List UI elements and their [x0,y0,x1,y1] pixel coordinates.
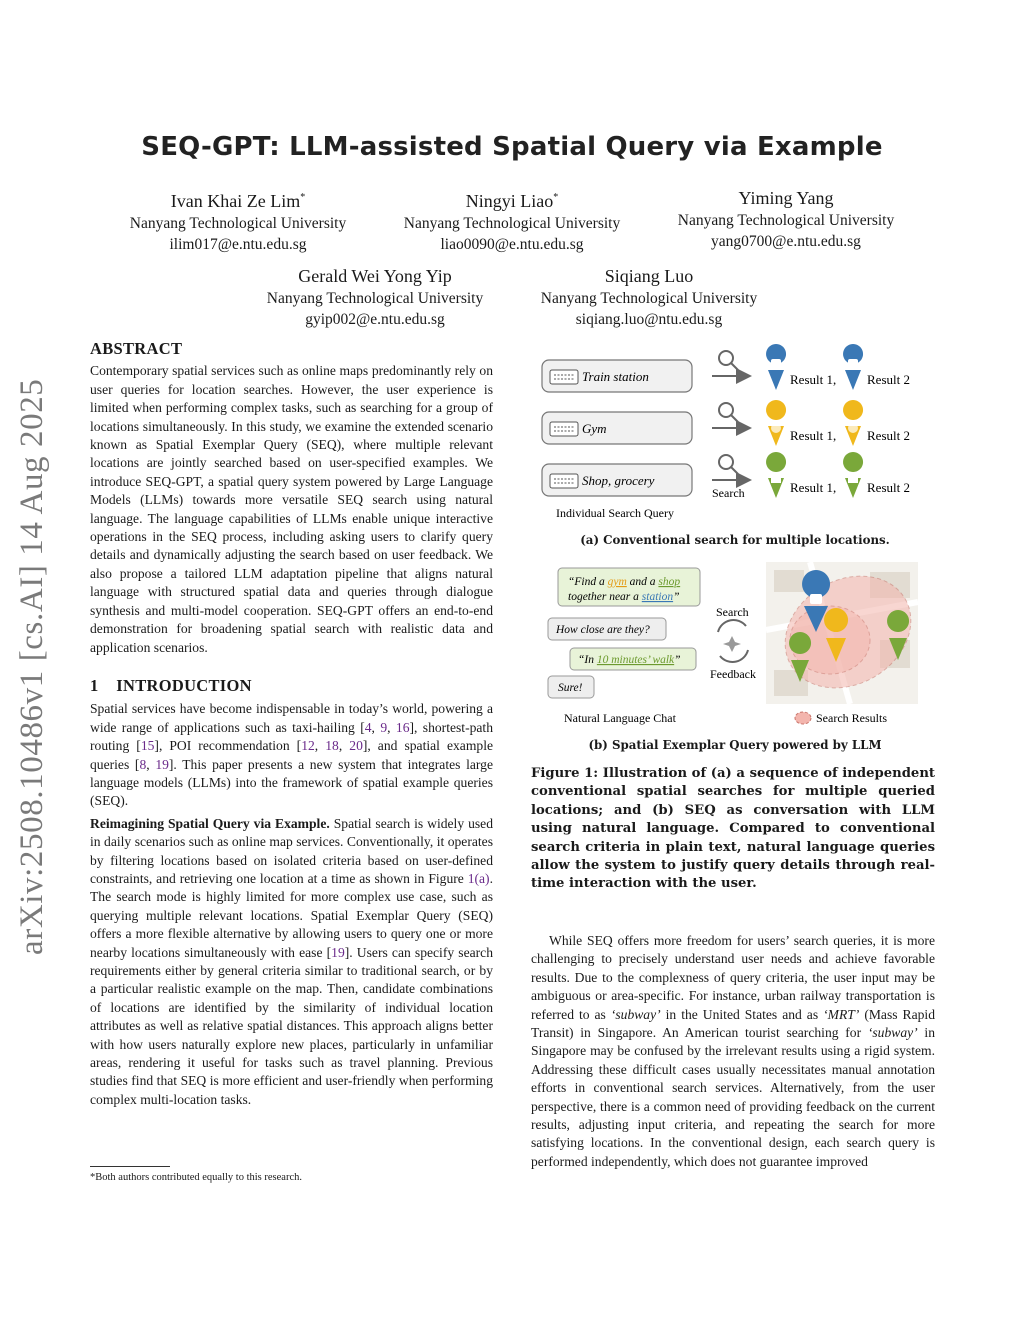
footnote-rule [90,1166,170,1167]
citation-link[interactable]: 16 [395,719,410,735]
run-in-heading: Reimagining Spatial Query via Example. [90,815,330,831]
abstract-text: Contemporary spatial services such as online maps predominantly rely on user queries for location searches. However, the user experience is limited when performing complex tasks, such as searching for a group of locations simultaneously. In this study, we examine the extended scenario known as Spatial Exemplar Query (SEQ), where multiple relevant locations are jointly searched based on user-specified examples. We introduce SEQ-GPT, a spatial query system powered by Large Language Models (LLMs) towards more versatile SEQ search using natural language. The language capabilities of LLMs enable unique interactive operations in the SEQ process, including asking users to clarify query details and dynamically adjusting the search based on user feedback. We also propose a tailored LLM adaptation pipeline that aligns natural language with structured spatial data and queries through dialogue synthesis and multi-model cooperation. SEQ-GPT offers an end-to-end demonstration for broadening spatial search with realistic data and application scenarios. [90,363,493,655]
citation-link[interactable]: 18 [325,738,339,754]
subcaption-b: (b) Spatial Exemplar Query powered by LLM [588,738,882,752]
intro-paragraph-2: Reimagining Spatial Query via Example. Spatial search is widely used in daily scenarios such as online map services. Conventionally, it operates by filtering locations based on isolated criteria based on user-defined constraints, and retrieving one location at a time as shown in Figure 1(a). The search mode is highly limited for more complex use case, such as querying multiple relevant locations. Spatial Exemplar Query (SEQ) offers a more flexible alternative by allowing users to query one or more nearby locations simultaneously with ease [19]. Users can specify search requirements either by general criteria similar to traditional search, or by a particular realistic example on the map. Then, candidate combinations of locations are identified by the similarity of individual location attributes as well as relative spatial distances. This approach aligns better with how users naturally explore new places, particularly in unfamiliar areas, rendering it useful for tasks such as travel planning. Previous studies find that SEQ is more efficient and user-friendly when performing complex multi-location tasks. [90,815,494,1107]
query-box-2 [542,412,692,444]
citation-link[interactable]: 4 [364,719,372,735]
citation-link[interactable]: 15 [140,738,155,754]
result-label: Result 1, [790,480,837,495]
author-block-4 [245,264,505,330]
result-label: Result 2 [867,372,910,387]
chat-message: “Find a gym and a shop [568,576,681,588]
refresh-icon [718,620,748,662]
author-name: Yiming Yang [738,188,834,208]
author-name: Siqiang Luo [604,266,694,286]
results-label: Search Results [816,711,887,725]
author-affiliation: Nanyang Technological University [677,212,895,229]
right-column-paragraph: While SEQ offers more freedom for users’ search queries, it is more challenging to precisely understand user needs and achieve favorable results. Due to the complexness of query criteria, the user input may be ambiguous or area-specific. For instance, urban railway transportation is referred to as ‘subway’ in the United States and as ‘MRT’ (Mass Rapid Transit) in Singapore. An American tourist searching for ‘subway’ in Singapore may be confused by the irrelevant results using a rigid system. Addressing these difficult cases usually necessitates manual annotation efforts in conventional search services. Alternatively, from the user perspective, there is a common need of providing feedback on the current results, adjusting input criteria, and repeating the search for more satisfying locations. In the conventional design, each search query is performed independently, which does not guarantee improved [531,933,935,1169]
section-title: INTRODUCTION [116,675,252,695]
author-affiliation: Nanyang Technological University [266,290,484,307]
author-mark: * [300,192,306,203]
chat-message: Sure! [558,682,583,694]
result-label: Result 2 [867,480,910,495]
citation-link[interactable]: 12 [301,738,315,754]
author-email: siqiang.luo@ntu.edu.sg [575,311,723,328]
author-affiliation: Nanyang Technological University [129,215,347,232]
section-number: 1 [90,675,99,695]
author-name: Ivan Khai Ze Lim [170,191,301,211]
result-label: Result 1, [790,372,837,387]
subcaption-a: (a) Conventional search for multiple locations. [580,533,890,547]
figure-link[interactable]: 1(a) [467,870,490,886]
author-affiliation: Nanyang Technological University [403,215,621,232]
intro-heading [90,677,493,695]
author-block-1 [108,186,368,255]
author-name: Gerald Wei Yong Yip [298,266,452,286]
individual-query-label: Individual Search Query [556,506,674,520]
result-label: Result 2 [867,428,910,443]
author-block-3 [656,186,916,252]
magnifier-icon [719,351,738,474]
chat-label: Natural Language Chat [564,711,676,725]
left-column [90,340,493,1109]
keyboard-icon [550,422,578,436]
paper-title: SEQ-GPT: LLM-assisted Spatial Query via Example [141,132,883,162]
keyboard-icon [550,474,578,488]
chat-message: together near a station” [568,591,680,603]
author-affiliation: Nanyang Technological University [540,290,758,307]
search-label: Search [712,486,745,500]
figure-1 [530,340,940,760]
query-text: Train station [582,369,649,384]
search-label: Search [716,605,749,619]
footnote: *Both authors contributed equally to this research. [90,1172,302,1183]
arxiv-stamp: arXiv:2508.10486v1 [cs.AI] 14 Aug 2025 [14,378,50,955]
citation-link[interactable]: 9 [380,719,388,735]
arrow-icon [712,376,750,480]
author-block-5 [519,264,779,330]
citation-link[interactable]: 20 [349,738,363,754]
chat-message: How close are they? [556,624,650,636]
chat-message: “In 10 minutes’ walk” [578,654,681,666]
author-email: liao0090@e.ntu.edu.sg [440,236,584,253]
results-legend-swatch [795,712,811,724]
keyboard-icon [550,370,578,384]
author-block-2 [382,186,642,255]
query-text: Shop, grocery [582,473,655,488]
citation-link[interactable]: 19 [331,944,345,960]
author-mark: * [553,192,559,203]
citation-link[interactable]: 19 [155,756,169,772]
figure-caption: Figure 1: Illustration of (a) a sequence of independent conventional spatial searches for multiple queried locations; and (b) SEQ as conversation with LLM using natural language. Compared to conventional search criteria in plain text, natural language queries allow the system to justify query details through real-time interaction with the user. [531,766,935,892]
result-label: Result 1, [790,428,837,443]
query-text: Gym [582,421,607,436]
author-email: yang0700@e.ntu.edu.sg [711,233,861,250]
author-email: gyip002@e.ntu.edu.sg [305,311,445,328]
abstract-heading: ABSTRACT [90,339,183,358]
citation-link[interactable]: 8 [139,756,147,772]
search-results-map [765,554,931,710]
intro-paragraph-1: Spatial services have become indispensable in today’s world, powering a wide range of applications such as taxi-hailing [4, 9, 16], shortest-path routing [15], POI recommendation [12, 18, 20], and spatial example queries [8, 19]. This paper presents a new system that integrates large language models (LLMs) into the framework of spatial example queries (SEQ). [90,701,494,809]
feedback-label: Feedback [710,667,756,681]
author-name: Ningyi Liao [465,191,554,211]
author-email: ilim017@e.ntu.edu.sg [169,236,307,253]
